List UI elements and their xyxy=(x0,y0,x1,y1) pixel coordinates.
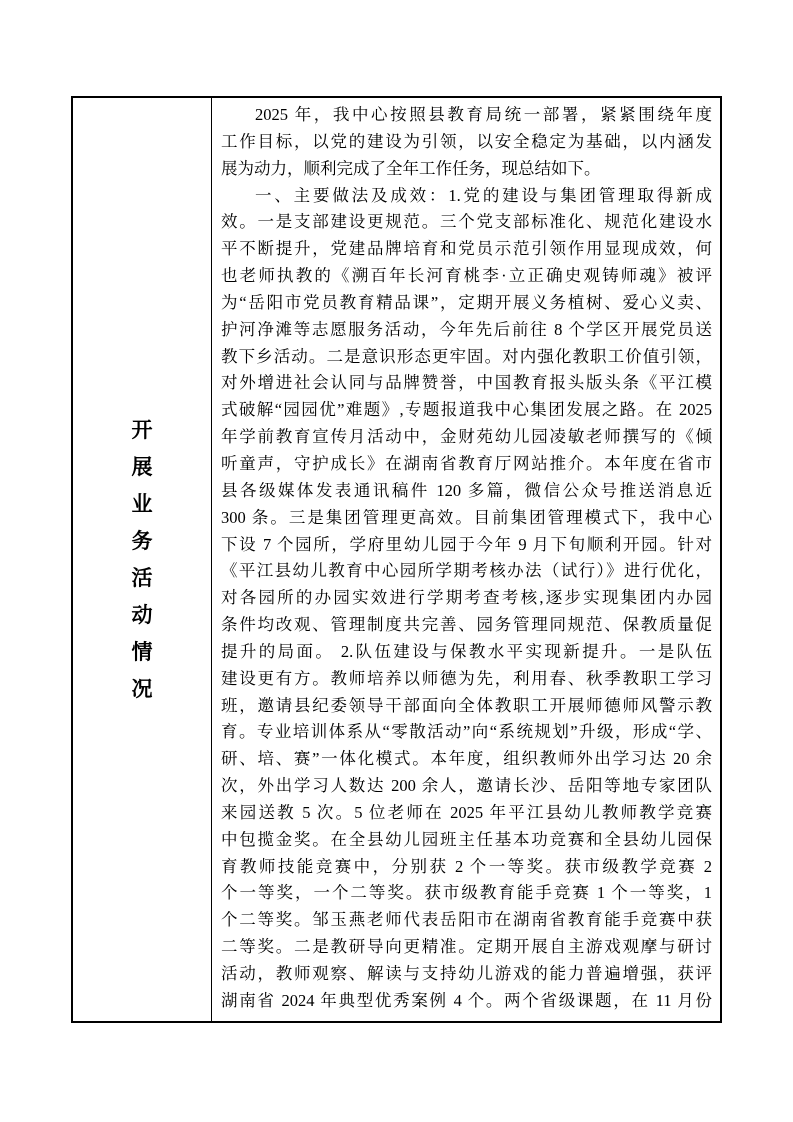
row-header-char: 务 xyxy=(131,528,153,553)
text-line: 效。一是支部建设更规范。三个党支部标准化、规范化建设水 xyxy=(221,212,712,232)
text-line: 对各园所的办园实效进行学期考查考核,逐步实现集团内办园 xyxy=(221,588,712,608)
text-line: 2025 年，我中心按照县教育局统一部署，紧紧围绕年度 xyxy=(255,105,712,124)
text-line: 个一等奖，一个二等奖。获市级教育能手竞赛 1 个一等奖，1 xyxy=(221,883,712,903)
row-header-char: 情 xyxy=(131,639,153,664)
text-line: 育教师技能竞赛中，分别获 2 个一等奖。获市级教学竞赛 2 xyxy=(221,856,712,876)
text-line: 300 条。三是集团管理更高效。目前集团管理模式下，我中心 xyxy=(221,507,712,527)
text-line: 中包揽金奖。在全县幼儿园班主任基本功竞赛和全县幼儿园保 xyxy=(221,829,712,849)
text-line: 式破解“园园优”难题》,专题报道我中心集团发展之路。在 2025 xyxy=(221,400,712,420)
content-cell xyxy=(212,98,720,1021)
row-header-cell xyxy=(73,98,212,1021)
text-line: 提升的局面。 2.队伍建设与保教水平实现新提升。一是队伍 xyxy=(221,641,712,661)
row-header-char: 况 xyxy=(131,676,153,701)
text-line: 平不断提升，党建品牌培育和党员示范引领作用显现成效，何 xyxy=(221,239,712,259)
text-line: 对外增进社会认同与品牌赞誉，中国教育报头版头条《平江模 xyxy=(221,373,712,393)
text-line: 年学前教育宣传月活动中，金财苑幼儿园凌敏老师撰写的《倾 xyxy=(221,427,712,447)
text-line: 一、主要做法及成效：1.党的建设与集团管理取得新成 xyxy=(255,185,712,205)
text-line: 也老师执教的《溯百年长河育桃李·立正确史观铸师魂》被评 xyxy=(221,266,712,286)
text-line: 县各级媒体发表通讯稿件 120 多篇，微信公众号推送消息近 xyxy=(221,480,712,500)
text-line: 《平江县幼儿教育中心园所学期考核办法（试行）》进行优化， xyxy=(221,561,712,581)
text-line: 下设 7 个园所，学府里幼儿园于今年 9 月下旬顺利开园。针对 xyxy=(221,534,712,554)
text-line: 班，邀请县纪委领导干部面向全体教职工开展师德师风警示教 xyxy=(221,695,712,715)
row-header-char: 开 xyxy=(131,417,153,442)
text-line: 听童声，守护成长》在湖南省教育厅网站推介。本年度在省市 xyxy=(221,453,712,473)
text-line: 工作目标，以党的建设为引领，以安全稳定为基础，以内涵发 xyxy=(221,131,712,151)
text-line: 研、培、赛”一体化模式。本年度，组织教师外出学习达 20 余 xyxy=(221,749,712,769)
text-line: 个二等奖。邹玉燕老师代表岳阳市在湖南省教育能手竞赛中获 xyxy=(221,910,712,930)
text-line: 展为动力，顺利完成了全年工作任务，现总结如下。 xyxy=(221,158,601,178)
text-line: 为“岳阳市党员教育精品课”，定期开展义务植树、爱心义卖、 xyxy=(221,292,712,312)
text-line: 护河净滩等志愿服务活动，今年先后前往 8 个学区开展党员送 xyxy=(221,319,712,339)
row-header-char: 展 xyxy=(131,454,153,479)
summary-table xyxy=(71,96,722,1023)
text-line: 来园送教 5 次。5 位老师在 2025 年平江县幼儿教师教学竞赛 xyxy=(221,802,712,822)
text-line: 二等奖。二是教研导向更精准。定期开展自主游戏观摩与研讨 xyxy=(221,937,712,957)
text-line: 次，外出学习人数达 200 余人，邀请长沙、岳阳等地专家团队 xyxy=(221,776,712,796)
text-line: 建设更有方。教师培养以师德为先，利用春、秋季教职工学习 xyxy=(221,668,712,688)
row-header-label xyxy=(132,412,153,708)
row-header-char: 动 xyxy=(131,602,153,627)
text-line: 条件均改观、管理制度共完善、园务管理同规范、保教质量促 xyxy=(221,615,712,635)
text-line: 活动，教师观察、解读与支持幼儿游戏的能力普遍增强，获评 xyxy=(221,964,712,983)
row-header-char: 业 xyxy=(131,491,153,516)
text-line: 育。专业培训体系从“零散活动”向“系统规划”升级，形成“学、 xyxy=(221,722,712,742)
row-header-char: 活 xyxy=(131,565,153,590)
text-line: 湖南省 2024 年典型优秀案例 4 个。两个省级课题，在 11 月份 xyxy=(221,990,712,1010)
content-text xyxy=(221,102,712,1015)
text-line: 教下乡活动。二是意识形态更牢固。对内强化教职工价值引领， xyxy=(221,346,712,366)
